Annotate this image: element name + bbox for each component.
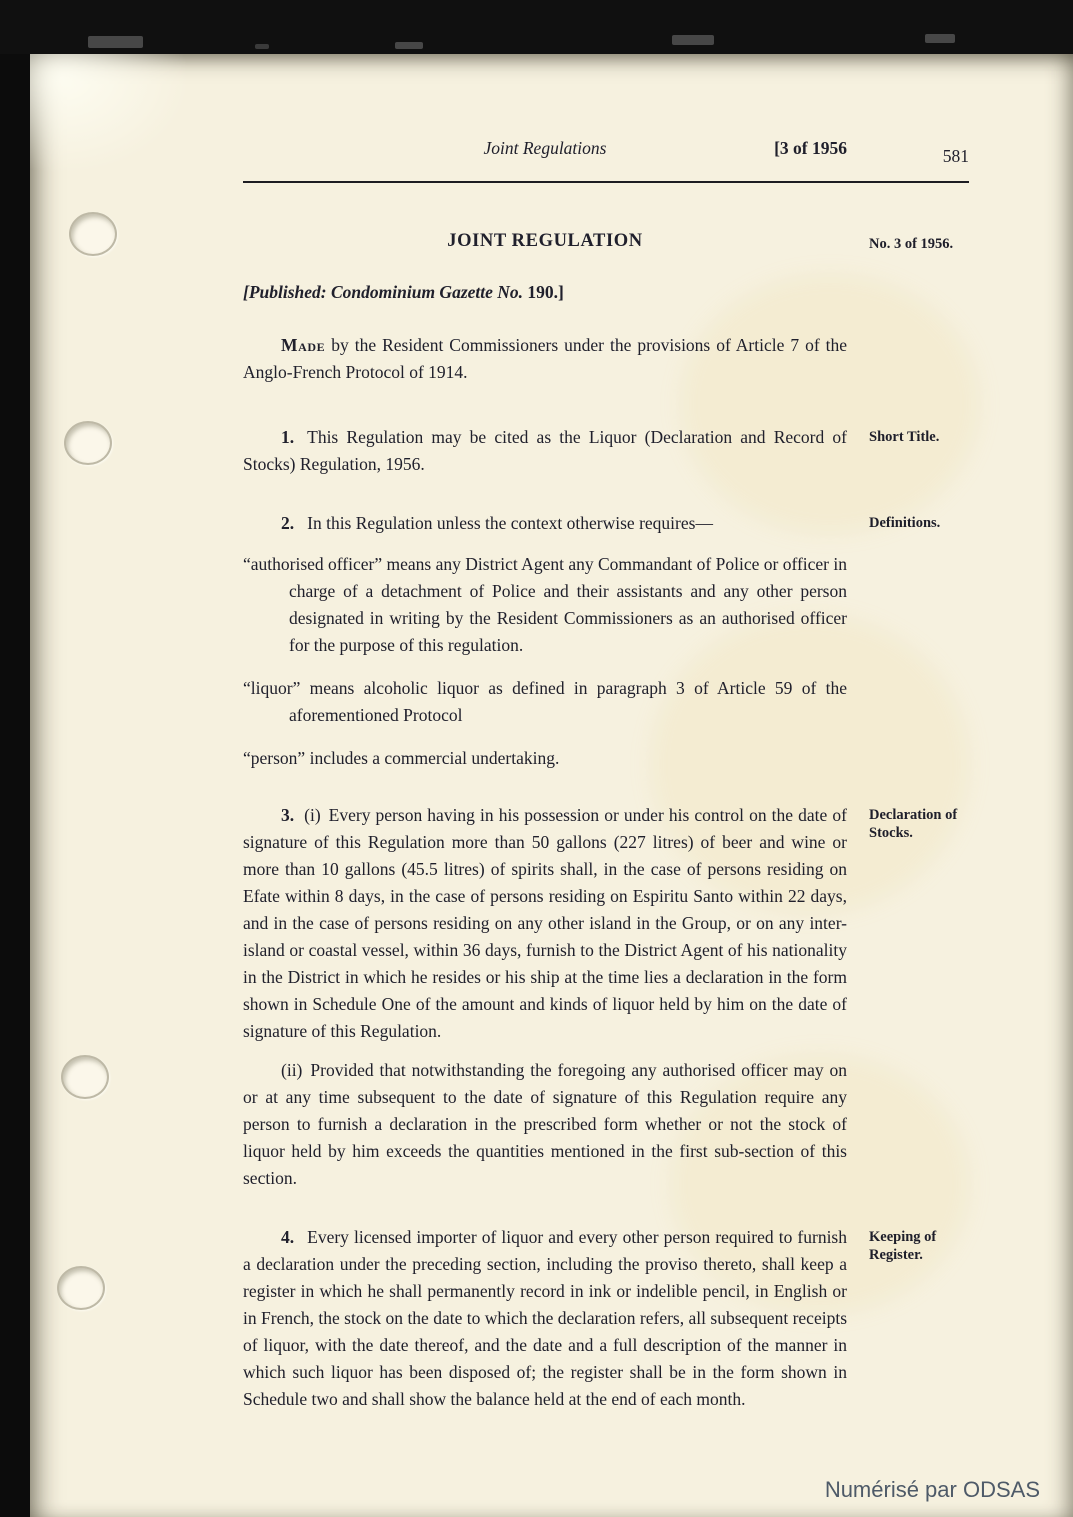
margin-note-short-title: Short Title. <box>869 429 940 445</box>
preamble-text: by the Resident Commissioners under the provisions of Article 7 of the Anglo-French Protocol of 1914. <box>243 335 848 382</box>
published-italic: [Published: Condominium Gazette No. <box>243 282 524 302</box>
scan-edge-top <box>0 0 1073 54</box>
definition-authorised-officer <box>243 551 847 659</box>
definition-row <box>243 745 969 772</box>
definition-body: includes a commercial undertaking. <box>309 748 560 768</box>
preamble-paragraph <box>243 332 847 386</box>
page-header <box>243 138 969 167</box>
document-title: JOINT REGULATION <box>447 231 643 251</box>
section-number: 2. <box>281 513 295 533</box>
header-rule <box>243 181 969 183</box>
definition-body: means alcoholic liquor as defined in paragraph 3 of Article 59 of the aforementioned Protocol <box>289 678 847 725</box>
punch-hole <box>64 421 112 465</box>
section-text: In this Regulation unless the context otherwise requires— <box>307 513 713 533</box>
definition-liquor <box>243 675 847 729</box>
subsection-label: (i) <box>304 805 321 825</box>
definition-row <box>243 675 969 729</box>
margin-note-keeping-of-register: Keeping of Register. <box>869 1229 937 1263</box>
section-number: 3. <box>281 805 295 825</box>
title-row <box>243 231 969 253</box>
section-4-paragraph <box>243 1224 847 1413</box>
margin-note-declaration-of-stocks: Declaration of Stocks. <box>869 807 958 841</box>
preamble-row <box>243 332 969 386</box>
digitization-watermark: Numérisé par ODSAS <box>824 1477 1040 1502</box>
preamble-lead: Made <box>281 335 326 355</box>
definition-row <box>243 551 969 659</box>
section-4-row <box>243 1224 969 1413</box>
section-3-sub1-paragraph <box>243 802 847 1045</box>
section-number: 4. <box>281 1227 295 1247</box>
definition-term: “authorised officer” <box>243 554 383 574</box>
scan-artifact <box>672 35 714 45</box>
page-header-main <box>243 138 847 162</box>
section-number: 1. <box>281 427 295 447</box>
section-3-sub2-row <box>243 1057 969 1192</box>
subsection-label: (ii) <box>281 1060 303 1080</box>
document-content <box>243 54 969 1413</box>
section-2-paragraph <box>243 510 847 537</box>
definition-body: means any District Agent any Commandant of Police or officer in charge of a detachment of Police and their assistants and any other person designated in writing by the Resident Commissioners as an authorised officer for the purpose of this regulation. <box>289 554 848 655</box>
scan-artifact <box>925 34 955 43</box>
running-title: Joint Regulations <box>483 138 607 158</box>
page-number: 581 <box>942 146 969 166</box>
section-text: Every person having in his possession or under his control on the date of signature of this Regulation more than 50 gallons (227 litres) of beer and wine or more than 10 gallons (45.5 litres) of spirits shall, in the case of persons residing on Efate within 8 days, in the case of persons residing on Espiritu Santo within 22 days, and in the case of persons residing on any other island in the Group, or on any inter-island or coastal vessel, within 36 days, furnish to the District Agent of his nationality in the District in which he resides or his ship at the time lies a declaration in the form shown in Schedule One of the amount and kinds of liquor held by him on the date of signature of this Regulation. <box>243 805 847 1041</box>
paper-sheet <box>30 54 1073 1517</box>
margin-note-regulation-number: No. 3 of 1956. <box>869 236 954 252</box>
issue-reference: [3 of 1956 <box>774 138 847 158</box>
definition-term: “liquor” <box>243 678 301 698</box>
section-3-row <box>243 802 969 1045</box>
published-number: 190.] <box>527 282 564 302</box>
section-1-row <box>243 424 969 478</box>
section-text: This Regulation may be cited as the Liquor (Declaration and Record of Stocks) Regulation, 1956. <box>243 427 847 474</box>
section-text: Provided that notwithstanding the foregoing any authorised officer may on or at any time subsequent to the date of signature of this Regulation require any person to furnish a declaration in the prescribed form whether or not the stock of liquor held by him exceeds the quantities mentioned in the first sub-section of this section. <box>243 1060 847 1188</box>
section-text: Every licensed importer of liquor and every other person required to furnish a declaration under the preceding section, including the proviso thereto, shall keep a register in which he shall permanently record in ink or indelible pencil, in English or in French, the stock on the date to which the declaration refers, all subsequent receipts of liquor, with the date thereof, and the date and a full description of the manner in which such liquor has been disposed of; the register shall be in the form shown in Schedule two and shall show the balance held at the end of each month. <box>243 1227 847 1409</box>
section-1-paragraph <box>243 424 847 478</box>
section-2-row <box>243 510 969 537</box>
punch-hole <box>69 212 117 256</box>
definition-term: “person” <box>243 748 306 768</box>
definition-person <box>243 745 847 772</box>
published-row <box>243 279 969 306</box>
section-3-sub2-paragraph <box>243 1057 847 1192</box>
margin-note-definitions: Definitions. <box>869 515 941 531</box>
punch-hole <box>61 1055 109 1099</box>
punch-hole <box>57 1266 105 1310</box>
scan-artifact <box>255 44 269 49</box>
scan-artifact <box>395 42 423 49</box>
scan-artifact <box>88 36 143 48</box>
published-line <box>243 279 847 306</box>
